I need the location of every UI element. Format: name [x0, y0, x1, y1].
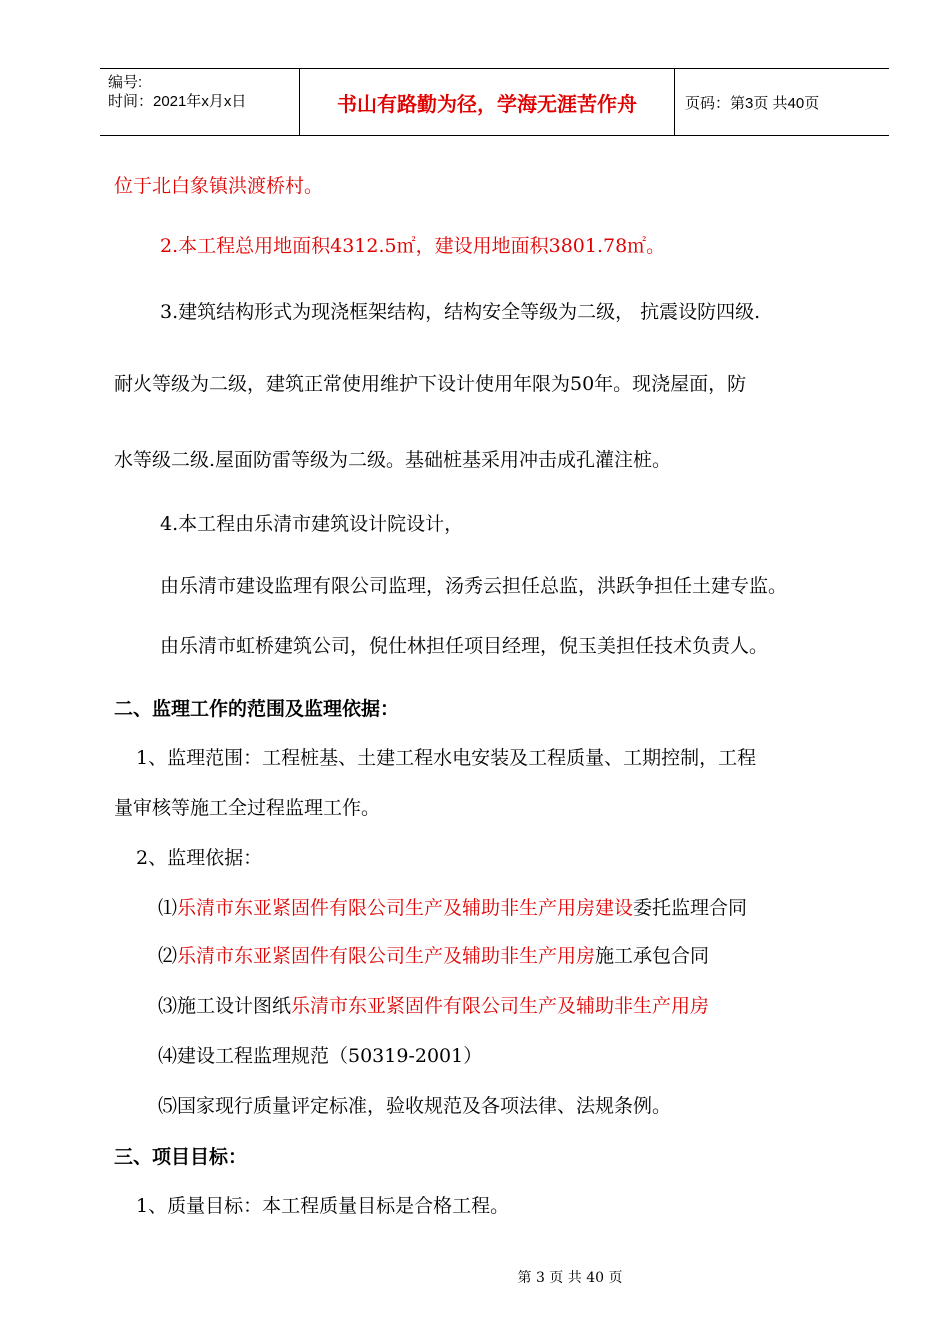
header-page-info: 页码：第3页 共40页 — [685, 94, 820, 112]
basis-item-1-red: 乐清市东亚紧固件有限公司生产及辅助非生产用房建设 — [177, 897, 634, 919]
basis-item-5: ⑸国家现行质量评定标准，验收规范及各项法律、法规条例。 — [158, 1095, 672, 1117]
body-line-3: 3.建筑结构形式为现浇框架结构，结构安全等级为二级， 抗震设防四级. — [160, 301, 761, 323]
basis-item-2 — [158, 944, 709, 968]
body-line-5: 水等级二级.屋面防雷等级为二级。基础桩基采用冲击成孔灌注桩。 — [114, 449, 672, 471]
body-line-12: 1、质量目标：本工程质量目标是合格工程。 — [136, 1195, 510, 1217]
basis-item-1-tail: 委托监理合同 — [633, 897, 748, 919]
time-label: 时间：2021年x月x日 — [108, 93, 247, 110]
body-line-1: 位于北白象镇洪渡桥村。 — [114, 175, 324, 197]
body-line-9: 1、监理范围：工程桩基、土建工程水电安装及工程质量、工期控制，工程 — [136, 747, 757, 769]
section-heading-2: 二、监理工作的范围及监理依据： — [114, 698, 400, 720]
basis-item-3-head: 施工设计图纸 — [177, 995, 292, 1017]
body-line-6: 4.本工程由乐清市建筑设计院设计， — [160, 513, 464, 535]
body-line-8: 由乐清市虹桥建筑公司，倪仕林担任项目经理，倪玉美担任技术负责人。 — [160, 635, 769, 657]
body-line-2: 2.本工程总用地面积4312.5㎡，建设用地面积3801.78㎡。 — [160, 235, 666, 257]
section-heading-3: 三、项目目标： — [114, 1146, 248, 1168]
serial-label: 编号: — [108, 74, 143, 91]
body-line-7: 由乐清市建设监理有限公司监理，汤秀云担任总监，洪跃争担任土建专监。 — [160, 575, 788, 597]
body-line-10: 量审核等施工全过程监理工作。 — [114, 797, 381, 819]
header-motto: 书山有路勤为径，学海无涯苦作舟 — [300, 69, 675, 135]
basis-item-1 — [158, 896, 747, 920]
basis-item-1-num: ⑴ — [158, 897, 178, 919]
page-footer: 第 3 页 共 40 页 — [517, 1270, 623, 1286]
page-header — [100, 68, 889, 136]
basis-item-2-red: 乐清市东亚紧固件有限公司生产及辅助非生产用房 — [177, 945, 596, 967]
basis-item-3-num: ⑶ — [158, 995, 178, 1017]
header-meta — [100, 69, 300, 135]
basis-item-3-red: 乐清市东亚紧固件有限公司生产及辅助非生产用房 — [291, 995, 710, 1017]
body-line-11: 2、监理依据： — [136, 847, 263, 869]
basis-item-3 — [158, 994, 709, 1018]
basis-item-2-num: ⑵ — [158, 945, 178, 967]
basis-item-2-tail: 施工承包合同 — [595, 945, 710, 967]
basis-item-4: ⑷建设工程监理规范（50319-2001） — [158, 1045, 483, 1067]
body-line-4: 耐火等级为二级，建筑正常使用维护下设计使用年限为50年。现浇屋面，防 — [114, 373, 747, 395]
